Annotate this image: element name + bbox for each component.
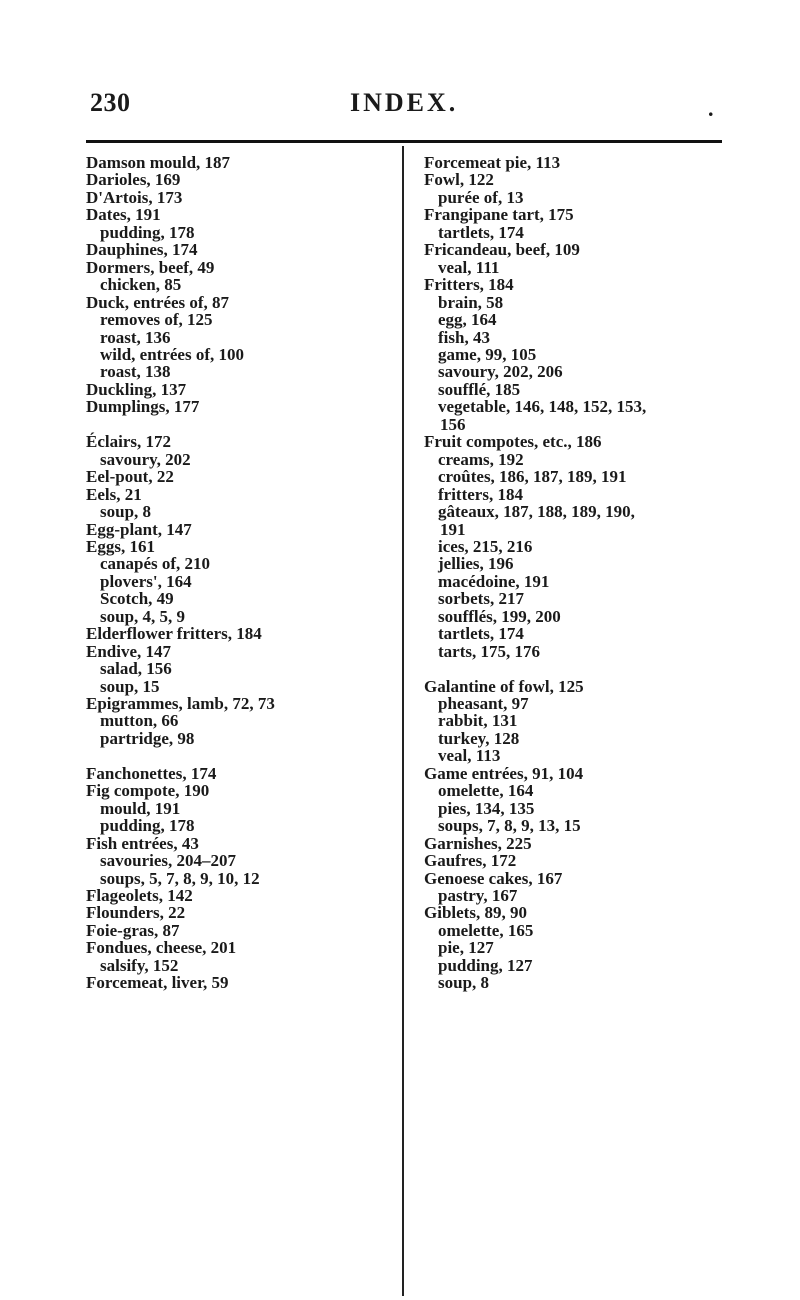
index-entry: Giblets, 89, 90 — [424, 903, 527, 923]
index-entry: Damson mould, 187 — [86, 153, 231, 172]
header-rule — [86, 140, 722, 143]
index-subentry: soups, 7, 8, 9, 13, 15 — [438, 816, 581, 836]
index-entry: Fricandeau, beef, 109 — [424, 240, 580, 260]
index-subentry: soufflés, 199, 200 — [438, 606, 561, 626]
index-continuation: 191 — [440, 519, 466, 539]
index-subentry: chicken, 85 — [100, 275, 182, 295]
index-subentry: mutton, 66 — [100, 711, 179, 731]
entry-gap — [86, 747, 386, 764]
index-entry: Eels, 21 — [86, 484, 142, 504]
index-subentry: roast, 136 — [100, 327, 171, 347]
index-subentry: pheasant, 97 — [438, 694, 529, 714]
index-entry: Dates, 191 — [86, 205, 161, 225]
index-subentry: veal, 113 — [438, 746, 501, 766]
index-entry: Fruit compotes, etc., 186 — [424, 432, 602, 452]
index-entry: Eel-pout, 22 — [86, 467, 174, 487]
index-entry: Endive, 147 — [86, 641, 172, 661]
index-subentry: pies, 134, 135 — [438, 798, 535, 818]
index-entry: Fanchonettes, 174 — [86, 763, 217, 783]
index-entry: Epigrammes, lamb, 72, 73 — [86, 694, 275, 714]
index-entry: Frangipane tart, 175 — [424, 205, 574, 225]
index-entry: D'Artois, 173 — [86, 187, 183, 207]
index-entry: Garnishes, 225 — [424, 833, 532, 853]
index-subentry: rabbit, 131 — [438, 711, 518, 731]
index-entry: Forcemeat pie, 113 — [424, 153, 561, 172]
index-subentry: Scotch, 49 — [100, 589, 174, 609]
index-entry: Fritters, 184 — [424, 275, 514, 295]
index-entry: Dormers, beef, 49 — [86, 257, 215, 277]
index-entry: Galantine of fowl, 125 — [424, 676, 584, 696]
index-entry: Eggs, 161 — [86, 536, 155, 556]
index-entry: Dumplings, 177 — [86, 397, 200, 417]
index-subentry: tartlets, 174 — [438, 624, 524, 644]
index-entry: Duckling, 137 — [86, 379, 187, 399]
index-entry: Genoese cakes, 167 — [424, 868, 563, 888]
index-entry: Flounders, 22 — [86, 903, 186, 923]
index-subentry: pudding, 178 — [100, 222, 195, 242]
index-subentry: fritters, 184 — [438, 484, 523, 504]
index-subentry: salsify, 152 — [100, 955, 179, 975]
index-subentry: croûtes, 186, 187, 189, 191 — [438, 467, 627, 487]
index-entry: Dauphines, 174 — [86, 240, 198, 260]
entry-gap — [86, 416, 386, 433]
index-subentry: soup, 4, 5, 9 — [100, 606, 186, 626]
index-subentry: soup, 8 — [438, 973, 490, 993]
index-subentry: tartlets, 174 — [438, 222, 524, 242]
index-subentry: pastry, 167 — [438, 886, 518, 906]
index-entry: Fig compote, 190 — [86, 781, 210, 801]
index-subentry: soups, 5, 7, 8, 9, 10, 12 — [100, 868, 260, 888]
page-number: 230 — [90, 88, 131, 117]
index-subentry: tarts, 175, 176 — [438, 641, 540, 661]
page-header — [80, 88, 720, 128]
index-entry: Elderflower fritters, 184 — [86, 624, 262, 644]
index-entry: Game entrées, 91, 104 — [424, 763, 584, 783]
index-subentry: sorbets, 217 — [438, 589, 524, 609]
index-subentry: savoury, 202, 206 — [438, 362, 563, 382]
index-entry: Fish entrées, 43 — [86, 833, 199, 853]
column-divider — [402, 146, 404, 1296]
index-subentry: savoury, 202 — [100, 449, 191, 469]
index-subentry: omelette, 165 — [438, 920, 534, 940]
index-subentry: omelette, 164 — [438, 781, 534, 801]
index-subentry: game, 99, 105 — [438, 344, 537, 364]
index-subentry: gâteaux, 187, 188, 189, 190, — [438, 502, 635, 522]
index-subentry: turkey, 128 — [438, 728, 520, 748]
index-subentry: removes of, 125 — [100, 310, 213, 330]
index-continuation: 156 — [440, 414, 466, 434]
index-subentry: wild, entrées of, 100 — [100, 344, 245, 364]
index-subentry: veal, 111 — [438, 257, 500, 277]
index-subentry: brain, 58 — [438, 292, 504, 312]
index-column-right — [424, 154, 724, 992]
index-subentry: plovers', 164 — [100, 571, 192, 591]
index-entry: Forcemeat, liver, 59 — [86, 973, 229, 993]
index-subentry: creams, 192 — [438, 449, 524, 469]
index-subentry: purée of, 13 — [438, 187, 524, 207]
index-subentry: mould, 191 — [100, 798, 181, 818]
index-entry: Duck, entrées of, 87 — [86, 292, 230, 312]
index-subentry: salad, 156 — [100, 659, 172, 679]
entry-gap — [424, 660, 724, 677]
index-subentry: soup, 8 — [100, 502, 152, 522]
index-entry: Fowl, 122 — [424, 170, 494, 190]
index-subentry: soup, 15 — [100, 676, 160, 696]
index-subentry: fish, 43 — [438, 327, 490, 347]
index-entry: Fondues, cheese, 201 — [86, 938, 237, 958]
index-subentry: egg, 164 — [438, 310, 497, 330]
index-subentry: roast, 138 — [100, 362, 171, 382]
index-subentry: soufflé, 185 — [438, 379, 521, 399]
index-entry: Foie-gras, 87 — [86, 920, 180, 940]
index-entry: Éclairs, 172 — [86, 432, 171, 452]
index-entry: Egg-plant, 147 — [86, 519, 192, 539]
index-subentry: pie, 127 — [438, 938, 494, 958]
index-subentry: macédoine, 191 — [438, 571, 550, 591]
index-column-left — [86, 154, 386, 992]
header-mark: . — [708, 96, 714, 121]
index-subentry: savouries, 204–207 — [100, 851, 236, 871]
index-entry: Darioles, 169 — [86, 170, 181, 190]
index-subentry: partridge, 98 — [100, 728, 195, 748]
index-subentry: pudding, 178 — [100, 816, 195, 836]
index-subentry: jellies, 196 — [438, 554, 514, 574]
index-subentry: vegetable, 146, 148, 152, 153, — [438, 397, 647, 417]
index-subentry: canapés of, 210 — [100, 554, 211, 574]
index-entry: Gaufres, 172 — [424, 851, 517, 871]
running-title: INDEX. — [350, 88, 459, 117]
index-entry: Flageolets, 142 — [86, 886, 193, 905]
index-subentry: ices, 215, 216 — [438, 536, 533, 556]
index-subentry: pudding, 127 — [438, 955, 533, 975]
